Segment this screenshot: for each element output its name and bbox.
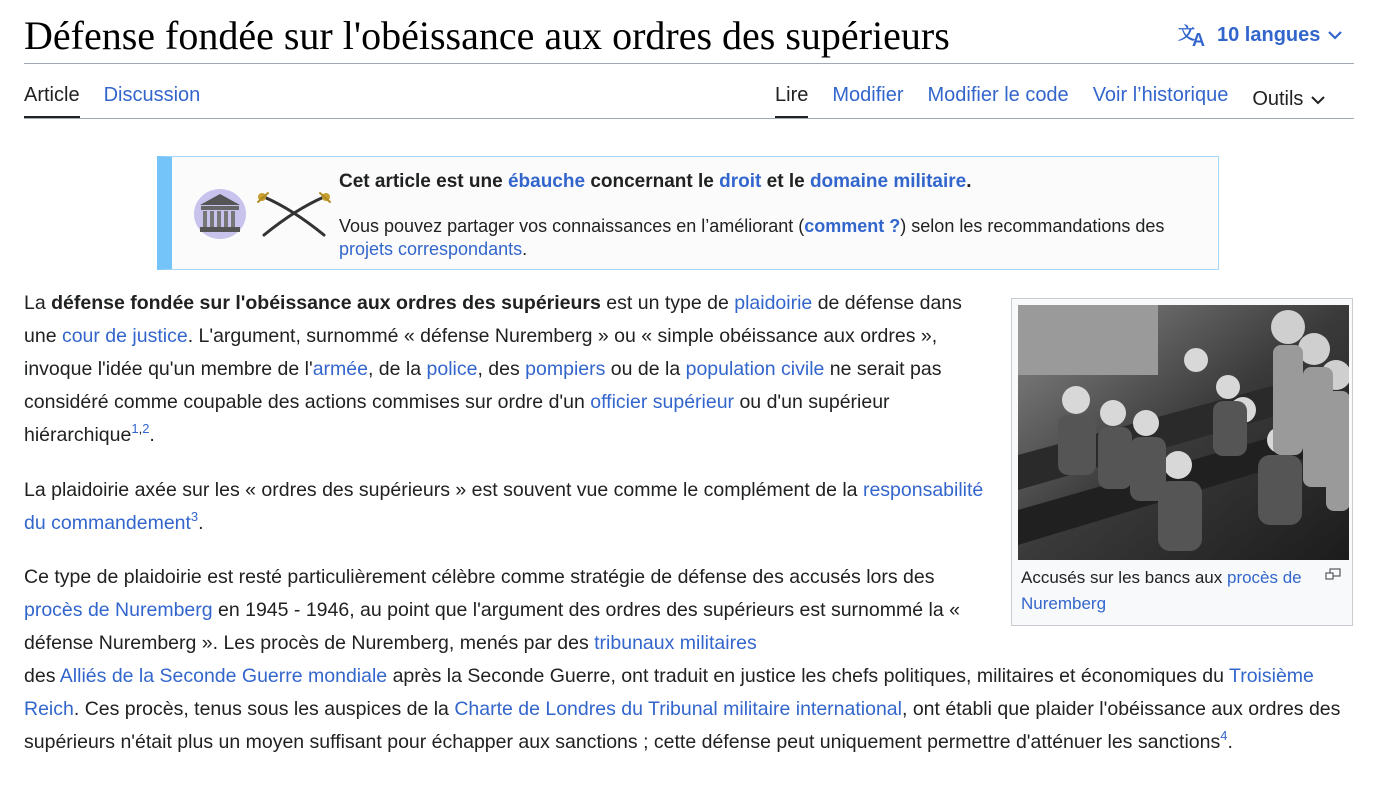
link-troisieme-reich[interactable]: Troisième Reich bbox=[24, 665, 1314, 720]
text: ne serait pas considéré comme coupable des actions commises sur ordre d'un bbox=[24, 358, 942, 413]
link-projets[interactable]: projets correspondants bbox=[339, 239, 523, 259]
link-domaine-militaire[interactable]: domaine militaire bbox=[809, 171, 967, 192]
stub-title bbox=[339, 169, 972, 195]
stub-text: Cet article est une bbox=[339, 171, 508, 192]
ref-1[interactable]: 1 bbox=[131, 420, 139, 436]
text: des bbox=[24, 665, 60, 687]
stub-icons bbox=[192, 187, 342, 241]
stub-text: concernant le bbox=[585, 171, 720, 192]
nuremberg-trial-photo[interactable] bbox=[1018, 305, 1349, 560]
reference-marker bbox=[1220, 728, 1227, 743]
text: est un type de bbox=[600, 292, 735, 314]
text: , ont établi que plaider l'obéissance aux ordres des supérieurs n'était plus un moyen suffisant pour échapper aux sanctions ; cette défense peut uniquement permettre d'atténuer les sanctions bbox=[24, 698, 1341, 753]
tab-history[interactable]: Voir l’historique bbox=[1092, 84, 1229, 106]
link-armee[interactable]: armée bbox=[312, 358, 368, 380]
paragraph-1 bbox=[24, 287, 984, 452]
stub-text: Vous pouvez partager vos connaissances en l’améliorant ( bbox=[339, 216, 805, 236]
stub-text: . bbox=[966, 171, 972, 192]
text: La bbox=[24, 292, 52, 314]
language-selector[interactable] bbox=[1178, 20, 1343, 50]
svg-text:A: A bbox=[1192, 30, 1205, 48]
stub-text: et le bbox=[761, 171, 810, 192]
link-comment[interactable]: comment ? bbox=[804, 216, 901, 236]
text: en 1945 - 1946, au point que l'argument des ordres des supérieurs est surnommé la « défense Nuremberg ». Les procès de Nuremberg, menés par des bbox=[24, 599, 960, 654]
tab-edit[interactable]: Modifier bbox=[832, 84, 904, 106]
link-cour-de-justice[interactable]: cour de justice bbox=[61, 325, 188, 347]
link-pompiers[interactable]: pompiers bbox=[525, 358, 606, 380]
tab-read[interactable]: Lire bbox=[775, 78, 808, 120]
view-tabs bbox=[775, 78, 1325, 120]
thumbnail-figure bbox=[1011, 298, 1353, 626]
link-population-civile[interactable]: population civile bbox=[685, 358, 825, 380]
text: de défense dans une bbox=[24, 292, 962, 347]
ref-2[interactable]: 2 bbox=[142, 420, 150, 436]
link-tribunaux-militaires[interactable]: tribunaux militaires bbox=[594, 632, 757, 654]
link-caption-proces[interactable]: procès de Nuremberg bbox=[1021, 568, 1302, 613]
ref-separator: , bbox=[138, 420, 143, 436]
text: ou d'un supérieur hiérarchique bbox=[24, 391, 890, 446]
courthouse-icon bbox=[194, 189, 246, 239]
link-ebauche[interactable]: ébauche bbox=[507, 171, 586, 192]
link-police[interactable]: police bbox=[426, 358, 478, 380]
tab-article[interactable]: Article bbox=[24, 78, 80, 120]
reference-marker bbox=[191, 509, 198, 524]
article-subject: défense fondée sur l'obéissance aux ordres des supérieurs bbox=[51, 292, 601, 314]
languages-label: 10 langues bbox=[1217, 23, 1321, 46]
title-divider bbox=[24, 63, 1354, 64]
page-title: Défense fondée sur l'obéissance aux ordres des supérieurs bbox=[24, 13, 950, 58]
tools-menu[interactable] bbox=[1252, 78, 1325, 120]
tools-label: Outils bbox=[1252, 88, 1304, 110]
ref-4[interactable]: 4 bbox=[1220, 727, 1228, 743]
link-droit[interactable]: droit bbox=[719, 171, 762, 192]
link-proces-nuremberg[interactable]: procès de Nuremberg bbox=[24, 599, 213, 621]
svg-text:文: 文 bbox=[1178, 24, 1195, 43]
tab-edit-source[interactable]: Modifier le code bbox=[927, 84, 1069, 106]
link-charte-londres[interactable]: Charte de Londres du Tribunal militaire international bbox=[454, 698, 902, 720]
link-responsabilite-commandement[interactable]: responsabilité du commandement bbox=[24, 479, 984, 534]
enlarge-icon[interactable] bbox=[1325, 567, 1341, 585]
text: ou de la bbox=[605, 358, 686, 380]
text: . L'argument, surnommé « défense Nuremberg » ou « simple obéissance aux ordres », invoque l'idée qu'un membre de l' bbox=[24, 325, 938, 380]
link-allies[interactable]: Alliés de la Seconde Guerre mondiale bbox=[59, 665, 388, 687]
stub-help bbox=[339, 215, 1199, 261]
text: , de la bbox=[367, 358, 427, 380]
namespace-tabs bbox=[24, 78, 200, 120]
chevron-down-icon bbox=[1327, 29, 1343, 41]
tabs-divider bbox=[24, 118, 1354, 119]
stub-notice bbox=[157, 156, 1219, 270]
ref-3[interactable]: 3 bbox=[190, 508, 199, 524]
paragraph-3-bottom bbox=[24, 660, 1356, 759]
text: . bbox=[198, 512, 204, 534]
text: La plaidoirie axée sur les « ordres des supérieurs » est souvent vue comme le complément de la bbox=[24, 479, 863, 501]
translate-icon bbox=[1178, 22, 1210, 48]
text: après la Seconde Guerre, ont traduit en justice les chefs politiques, militaires et économiques du bbox=[387, 665, 1230, 687]
figure-caption bbox=[1021, 565, 1311, 617]
caption-text: Accusés sur les bancs aux bbox=[1021, 568, 1227, 587]
text: . Ces procès, tenus sous les auspices de la bbox=[73, 698, 455, 720]
link-plaidoirie[interactable]: plaidoirie bbox=[734, 292, 813, 314]
tab-discussion[interactable]: Discussion bbox=[103, 84, 201, 106]
link-officier-superieur[interactable]: officier supérieur bbox=[590, 391, 735, 413]
chevron-down-icon bbox=[1311, 82, 1325, 116]
paragraph-2 bbox=[24, 474, 984, 540]
crossed-sabres-icon bbox=[258, 193, 330, 235]
stub-text: . bbox=[522, 239, 528, 259]
paragraph-3-top bbox=[24, 561, 974, 660]
stub-text: ) selon les recommandations des bbox=[900, 216, 1165, 236]
text: . bbox=[1227, 731, 1233, 753]
text: . bbox=[149, 424, 155, 446]
reference-marker bbox=[131, 421, 149, 436]
text: Ce type de plaidoirie est resté particulièrement célèbre comme stratégie de défense des accusés lors des bbox=[24, 566, 935, 588]
text: , des bbox=[477, 358, 526, 380]
